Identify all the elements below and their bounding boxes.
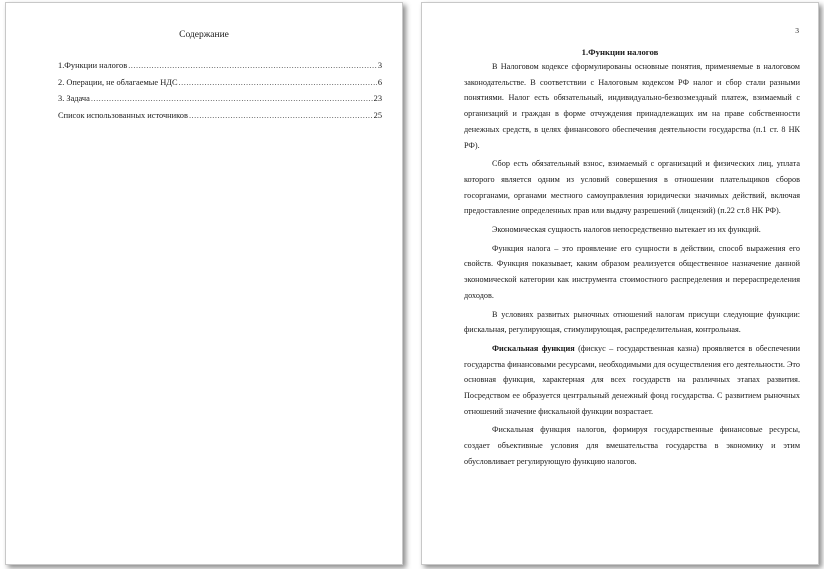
paragraph: В Налоговом кодексе сформулированы основные понятия, применяемые в налоговом законодательстве. В соответствии с Налоговым кодексом РФ налог и сбор стали разными понятиями. Налог есть обязательный, индивидуально-безвозмездный платеж, взимаемый с организаций и граждан в форме отчуждения принадлежащих им на праве собственности денежных средств, в целях финансового обеспечения деятельности государства (п.1 ст. 8 НК РФ). bbox=[464, 62, 800, 150]
toc-entry-label: 2. Операции, не облагаемые НДС bbox=[58, 77, 178, 87]
paragraph bbox=[464, 341, 800, 420]
paragraph: Фискальная функция налогов, формируя государственные финансовые ресурсы, создает объективные условия для вмешательства государства в экономику и этим обусловливает регулирующую функцию налогов. bbox=[464, 425, 800, 466]
paragraph-rest: (фискус – государственная казна) проявляется в обеспечении государства финансовыми ресурсами, необходимыми для осуществления его деятельности. Это основная функция, характерная для всех государств на различных этапах развития. Посредством ее образуется центральный денежный фонд государства. С развитием рыночных отношений значение фискальной функции возрастает. bbox=[464, 343, 800, 416]
paragraph: Экономическая сущность налогов непосредственно вытекает из их функций. bbox=[492, 225, 761, 235]
toc-entry bbox=[58, 54, 382, 70]
toc-leader-dots bbox=[128, 61, 377, 70]
contents-page bbox=[5, 2, 403, 565]
toc-entry-page: 6 bbox=[377, 77, 382, 87]
toc-entry-label: 3. Задача bbox=[58, 94, 90, 104]
toc-entry-label: Список использованных источников bbox=[58, 110, 188, 120]
toc-entry bbox=[58, 87, 382, 103]
toc-entry bbox=[58, 70, 382, 86]
toc-leader-dots bbox=[179, 78, 377, 87]
toc-entry-page: 3 bbox=[377, 61, 382, 71]
content-page bbox=[421, 2, 819, 565]
page-number: 3 bbox=[795, 26, 799, 35]
toc-entry-page: 23 bbox=[373, 94, 382, 104]
toc-entry-page: 25 bbox=[373, 110, 382, 120]
section-heading: 1.Функции налогов bbox=[581, 47, 659, 57]
toc-title: Содержание bbox=[179, 30, 229, 40]
toc-entry-label: 1.Функции налогов bbox=[58, 61, 128, 71]
paragraph: Функция налога – это проявление его сущности в действии, способ выражения его свойств. Функция показывает, каким образом реализуется общественное назначение данной экономической категории как инструмента стоимостного распределения и перераспределения доходов. bbox=[464, 243, 800, 300]
toc-leader-dots bbox=[189, 111, 373, 120]
toc-leader-dots bbox=[91, 94, 373, 103]
toc-entry bbox=[58, 103, 382, 119]
paragraph: В условиях развитых рыночных отношений налогам присущи следующие функции: фискальная, регулирующая, стимулирующая, распределительная, контрольная. bbox=[464, 309, 800, 335]
toc-list bbox=[58, 54, 382, 120]
body-text bbox=[464, 59, 800, 473]
bold-term: Фискальная функция bbox=[492, 343, 575, 353]
paragraph: Сбор есть обязательный взнос, взимаемый с организаций и физических лиц, уплата которого является одним из условий совершения в отношении плательщиков сборов госорганами, органами местного самоуправления юридически значимых действий, включая предоставление определенных прав или выдачу разрешений (лицензий) (п.22 ст.8 НК РФ). bbox=[464, 159, 800, 216]
